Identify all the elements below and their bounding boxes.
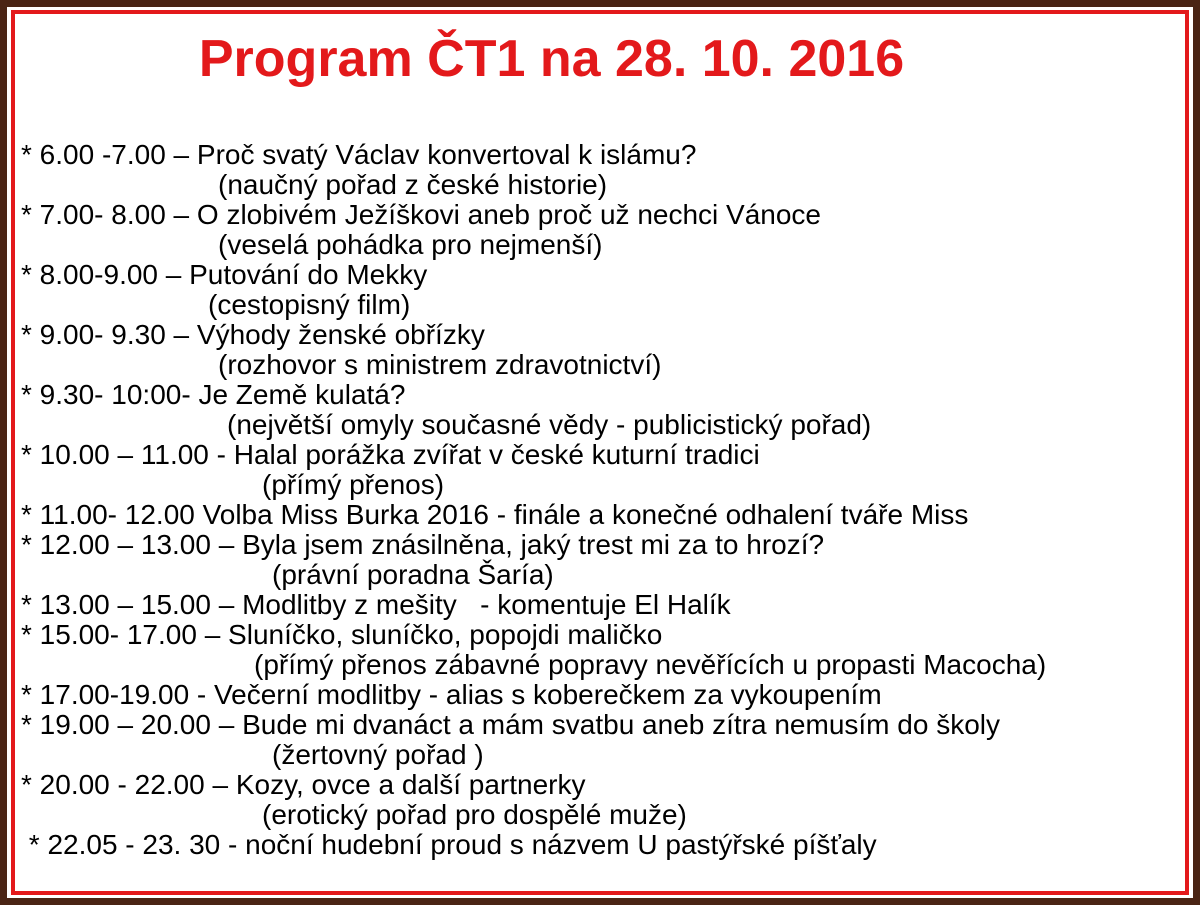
program-entry: * 20.00 - 22.00 – Kozy, ovce a další partnerky xyxy=(21,769,586,800)
program-list xyxy=(21,140,1046,860)
program-description: (největší omyly současné vědy - publicistický pořad) xyxy=(227,409,872,440)
program-entry: * 6.00 -7.00 – Proč svatý Václav konvertoval k islámu? xyxy=(21,139,697,170)
program-entry: * 12.00 – 13.00 – Byla jsem znásilněna, jaký trest mi za to hrozí? xyxy=(21,529,825,560)
program-description: (žertovný pořad ) xyxy=(272,739,484,770)
program-entry: * 10.00 – 11.00 - Halal porážka zvířat v české kuturní tradici xyxy=(21,439,760,470)
program-entry: * 22.05 - 23. 30 - noční hudební proud s názvem U pastýřské píšťaly xyxy=(21,829,877,860)
program-entry: * 13.00 – 15.00 – Modlitby z mešity - komentuje El Halík xyxy=(21,589,731,620)
program-entry: * 8.00-9.00 – Putování do Mekky xyxy=(21,259,428,290)
program-entry: * 11.00- 12.00 Volba Miss Burka 2016 - finále a konečné odhalení tváře Miss xyxy=(21,499,969,530)
program-entry: * 9.00- 9.30 – Výhody ženské obřízky xyxy=(21,319,485,350)
program-description: (přímý přenos zábavné popravy nevěřících u propasti Macocha) xyxy=(254,649,1047,680)
program-description: (veselá pohádka pro nejmenší) xyxy=(218,229,603,260)
page-title: Program ČT1 na 28. 10. 2016 xyxy=(198,30,905,88)
program-entry: * 17.00-19.00 - Večerní modlitby - alias s koberečkem za vykoupením xyxy=(21,679,882,710)
program-entry: * 19.00 – 20.00 – Bude mi dvanáct a mám svatbu aneb zítra nemusím do školy xyxy=(21,709,1000,740)
program-entry: * 7.00- 8.00 – O zlobivém Ježíškovi aneb proč už nechci Vánoce xyxy=(21,199,821,230)
program-description: (rozhovor s ministrem zdravotnictví) xyxy=(218,349,662,380)
program-description: (přímý přenos) xyxy=(262,469,445,500)
program-entry: * 9.30- 10:00- Je Země kulatá? xyxy=(21,379,406,410)
program-description: (erotický pořad pro dospělé muže) xyxy=(262,799,687,830)
program-description: (právní poradna Šaría) xyxy=(272,559,554,590)
program-entry: * 15.00- 17.00 – Sluníčko, sluníčko, popojdi maličko xyxy=(21,619,663,650)
program-description: (naučný pořad z české historie) xyxy=(218,169,608,200)
program-description: (cestopisný film) xyxy=(208,289,411,320)
